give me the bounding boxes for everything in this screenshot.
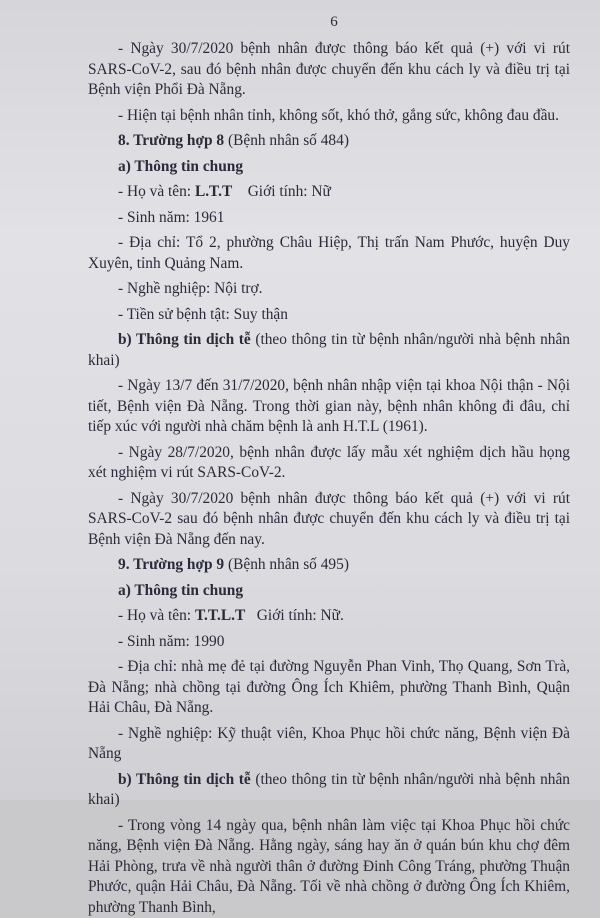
case8-section-b [88, 330, 570, 371]
case9-section-b-note: (theo thông tin từ bệnh nhân/người nhà bệnh nhân khai) [88, 771, 570, 809]
case8-section-b-title: b) Thông tin dịch tễ [118, 331, 251, 348]
case8-heading-patient: (Bệnh nhân số 484) [224, 132, 349, 149]
case8-heading-title: 8. Trường hợp 8 [118, 132, 224, 149]
case8-name-label: - Họ và tên: [118, 183, 195, 200]
case9-job: - Nghề nghiệp: Kỹ thuật viên, Khoa Phục hồi chức năng, Bệnh viện Đà Nẵng [88, 724, 570, 765]
case8-epi-1: - Ngày 13/7 đến 31/7/2020, bệnh nhân nhập viện tại khoa Nội thận - Nội tiết, Bệnh viện Đà Nẵng. Trong thời gian này, bệnh nhân không đi đâu, chỉ tiếp xúc với người nhà chăm bệnh là anh H.T.L (1961). [88, 376, 570, 438]
case8-history: - Tiền sử bệnh tật: Suy thận [88, 305, 570, 326]
case9-section-b-title: b) Thông tin dịch tễ [118, 771, 251, 788]
case8-heading [88, 131, 570, 152]
case9-section-a: a) Thông tin chung [88, 581, 570, 602]
paragraph-status-case7: - Hiện tại bệnh nhân tỉnh, không sốt, khó thở, gắng sức, không đau đầu. [88, 106, 570, 127]
case9-name: T.T.L.T [195, 607, 245, 624]
case9-heading [88, 555, 570, 576]
case9-heading-title: 9. Trường hợp 9 [118, 556, 224, 573]
page-number: 6 [88, 14, 570, 31]
case8-epi-3: - Ngày 30/7/2020 bệnh nhân được thông báo kết quả (+) với vi rút SARS-CoV-2 sau đó bệnh nhân được chuyển đến khu cách ly và điều trị tại Bệnh viện Đà Nẵng đến nay. [88, 489, 570, 551]
case9-heading-patient: (Bệnh nhân số 495) [224, 556, 349, 573]
case9-name-line [88, 606, 570, 627]
case9-epi-1: - Trong vòng 14 ngày qua, bệnh nhân làm việc tại Khoa Phục hồi chức năng, Bệnh viện Đà Nẵng. Hằng ngày, sáng hay ăn ở quán bún khu chợ đêm Hải Phòng, trưa về nhà người thân ở đường Đinh Công Tráng, phường Thuận Phước, quận Hải Châu, Đà Nẵng. Tối về nhà chồng ở đường Ông Ích Khiêm, phường Thanh Bình, [88, 816, 570, 918]
paragraph-result-case7: - Ngày 30/7/2020 bệnh nhân được thông báo kết quả (+) với vi rút SARS-CoV-2, sau đó bệnh nhân được chuyển đến khu cách ly và điều trị tại Bệnh viện Phổi Đà Nẵng. [88, 39, 570, 101]
case8-birth: - Sinh năm: 1961 [88, 208, 570, 229]
case9-name-label: - Họ và tên: [118, 607, 195, 624]
case9-address: - Địa chỉ: nhà mẹ đẻ tại đường Nguyễn Phan Vinh, Thọ Quang, Sơn Trà, Đà Nẵng; nhà chồng tại đường Ông Ích Khiêm, phường Thanh Bình, Quận Hải Châu, Đà Nẵng. [88, 657, 570, 719]
case8-name-line [88, 182, 570, 203]
case8-gender: Giới tính: Nữ [232, 183, 331, 200]
case8-name: L.T.T [195, 183, 232, 200]
case9-gender: Giới tính: Nữ. [245, 607, 344, 624]
case8-epi-2: - Ngày 28/7/2020, bệnh nhân được lấy mẫu xét nghiệm dịch hầu họng xét nghiệm vi rút SARS-CoV-2. [88, 443, 570, 484]
case8-address: - Địa chỉ: Tổ 2, phường Châu Hiệp, Thị trấn Nam Phước, huyện Duy Xuyên, tỉnh Quảng Nam. [88, 233, 570, 274]
case8-section-b-note: (theo thông tin từ bệnh nhân/người nhà bệnh nhân khai) [88, 331, 570, 369]
case9-birth: - Sinh năm: 1990 [88, 632, 570, 653]
case8-job: - Nghề nghiệp: Nội trợ. [88, 279, 570, 300]
case9-section-b [88, 770, 570, 811]
case8-section-a: a) Thông tin chung [88, 157, 570, 178]
